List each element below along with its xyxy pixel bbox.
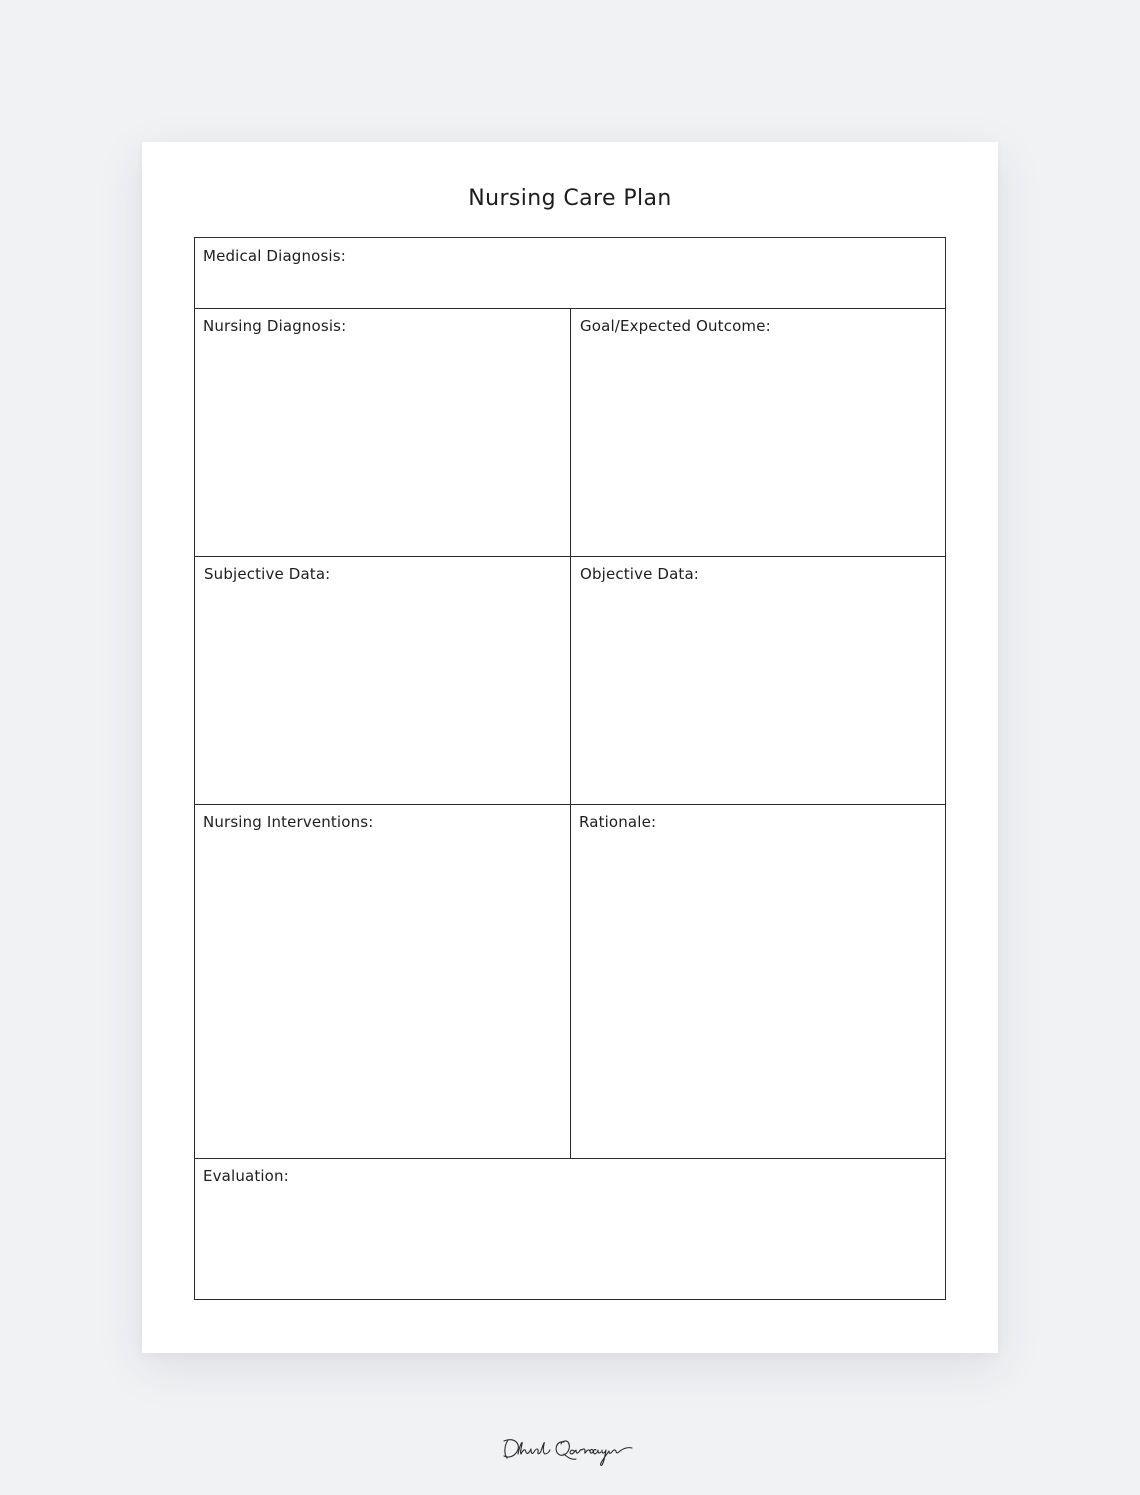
evaluation-label: Evaluation: (203, 1167, 289, 1185)
care-plan-grid (194, 237, 946, 1300)
care-plan-sheet (142, 142, 998, 1353)
goal-expected-outcome-label: Goal/Expected Outcome: (580, 317, 771, 335)
medical-diagnosis-label: Medical Diagnosis: (203, 247, 346, 265)
column-divider (570, 308, 571, 1158)
row-divider (195, 1158, 945, 1159)
objective-data-label: Objective Data: (580, 565, 700, 583)
nursing-diagnosis-label: Nursing Diagnosis: (203, 317, 347, 335)
nursing-interventions-label: Nursing Interventions: (203, 813, 374, 831)
signature-logo (498, 1432, 642, 1472)
subjective-data-label: Subjective Data: (204, 565, 331, 583)
rationale-label: Rationale: (579, 813, 657, 831)
page-title: Nursing Care Plan (468, 186, 672, 211)
